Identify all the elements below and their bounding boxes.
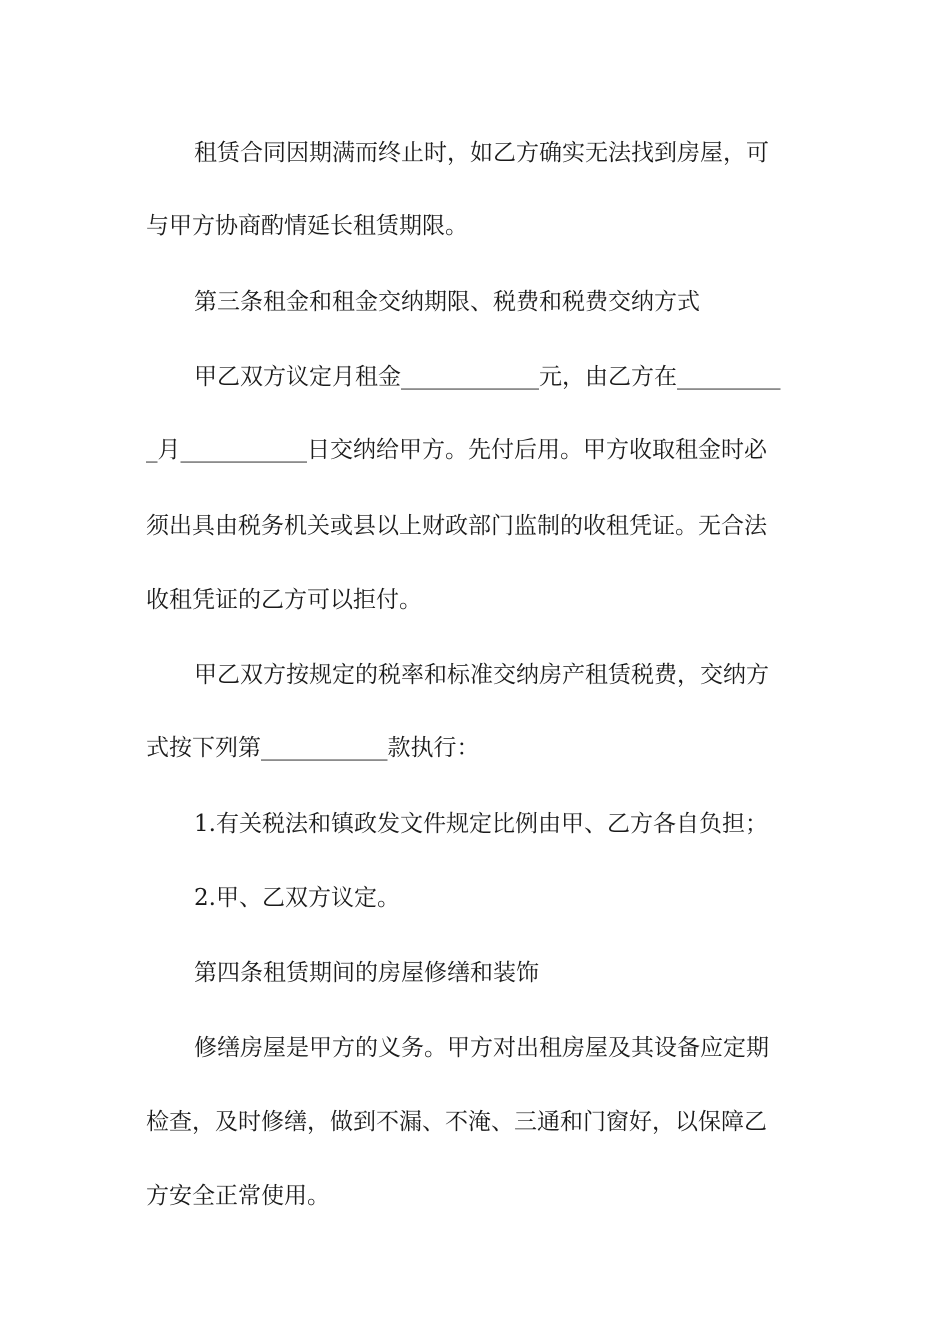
list-item: 1.有关税法和镇政发文件规定比例由甲、乙方各自负担； — [194, 811, 768, 837]
section-heading: 第四条租赁期间的房屋修缮和装饰 — [194, 960, 539, 986]
paragraph-line: 租赁合同因期满而终止时，如乙方确实无法找到房屋，可 — [194, 140, 769, 166]
paragraph-line: 甲乙双方议定月租金____________元，由乙方在_________ — [194, 364, 781, 390]
paragraph-line: 与甲方协商酌情延长租赁期限。 — [146, 213, 468, 239]
paragraph-line: _月___________日交纳给甲方。先付后用。甲方收取租金时必 — [146, 437, 767, 463]
paragraph-line: 检查，及时修缮，做到不漏、不淹、三通和门窗好，以保障乙 — [146, 1109, 767, 1135]
paragraph-line: 须出具由税务机关或县以上财政部门监制的收租凭证。无合法 — [146, 513, 767, 539]
list-item: 2.甲、乙双方议定。 — [194, 885, 400, 911]
paragraph-line: 收租凭证的乙方可以拒付。 — [146, 587, 422, 613]
paragraph-line: 式按下列第___________款执行： — [146, 735, 480, 761]
paragraph-line: 甲乙双方按规定的税率和标准交纳房产租赁税费，交纳方 — [194, 662, 769, 688]
paragraph-line: 修缮房屋是甲方的义务。甲方对出租房屋及其设备应定期 — [194, 1035, 769, 1061]
paragraph-line: 方安全正常使用。 — [146, 1183, 330, 1209]
section-heading: 第三条租金和租金交纳期限、税费和税费交纳方式 — [194, 289, 700, 315]
